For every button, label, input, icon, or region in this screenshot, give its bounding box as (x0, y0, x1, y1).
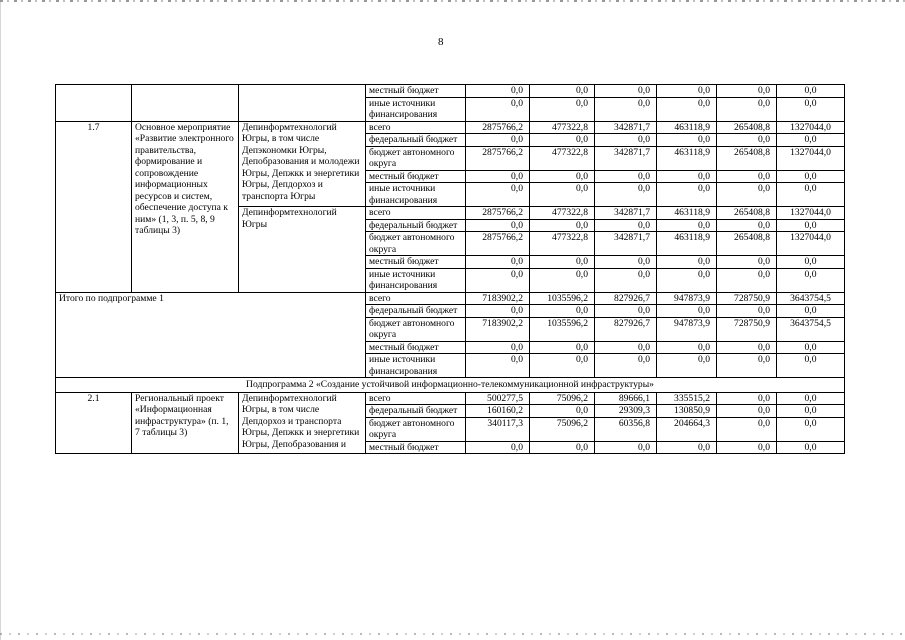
funding-value-cell: 1327044,0 (777, 146, 845, 170)
funding-value-cell: 728750,9 (717, 292, 777, 305)
funding-value-cell: 7183902,2 (466, 292, 530, 305)
funding-value-cell: 463118,9 (657, 232, 717, 256)
funding-value-cell: 0,0 (595, 354, 657, 378)
funding-value-cell: 0,0 (777, 256, 845, 269)
funding-value-cell: 0,0 (777, 134, 845, 147)
funding-value-cell: 500277,5 (466, 392, 530, 405)
funding-value-cell: 0,0 (530, 183, 595, 207)
funding-source-label: бюджет автономного округа (366, 417, 466, 441)
funding-value-cell: 340117,3 (466, 417, 530, 441)
funding-value-cell: 0,0 (777, 219, 845, 232)
funding-value-cell: 342871,7 (595, 232, 657, 256)
funding-value-cell: 342871,7 (595, 146, 657, 170)
funding-source-label: федеральный бюджет (366, 305, 466, 318)
funding-value-cell: 204664,3 (657, 417, 717, 441)
funding-value-cell: 0,0 (717, 405, 777, 418)
funding-value-cell: 2875766,2 (466, 146, 530, 170)
funding-value-cell: 0,0 (657, 183, 717, 207)
item-name-cell-empty (132, 85, 239, 122)
table-row (56, 392, 845, 405)
funding-value-cell: 463118,9 (657, 121, 717, 134)
funding-source-label: местный бюджет (366, 441, 466, 454)
funding-value-cell: 0,0 (466, 268, 530, 292)
funding-source-label: всего (366, 121, 466, 134)
funding-value-cell: 29309,3 (595, 405, 657, 418)
funding-value-cell: 0,0 (717, 305, 777, 318)
funding-value-cell: 0,0 (466, 134, 530, 147)
funding-value-cell: 947873,9 (657, 317, 717, 341)
funding-value-cell: 0,0 (530, 219, 595, 232)
funding-value-cell: 0,0 (717, 354, 777, 378)
funding-value-cell: 0,0 (777, 170, 845, 183)
funding-value-cell: 0,0 (717, 392, 777, 405)
funding-source-label: иные источники финансирования (366, 268, 466, 292)
funding-source-label: иные источники финансирования (366, 354, 466, 378)
funding-value-cell: 0,0 (595, 183, 657, 207)
funding-value-cell: 265408,8 (717, 232, 777, 256)
funding-value-cell: 3643754,5 (777, 317, 845, 341)
funding-source-label: федеральный бюджет (366, 405, 466, 418)
funding-value-cell: 0,0 (717, 97, 777, 121)
funding-value-cell: 947873,9 (657, 292, 717, 305)
scan-artifact-top (0, 0, 905, 2)
funding-value-cell: 335515,2 (657, 392, 717, 405)
funding-value-cell: 0,0 (777, 85, 845, 98)
funding-value-cell: 60356,8 (595, 417, 657, 441)
funding-value-cell: 342871,7 (595, 207, 657, 220)
scan-artifact-bottom (0, 633, 905, 635)
funding-value-cell: 0,0 (657, 256, 717, 269)
funding-value-cell: 463118,9 (657, 207, 717, 220)
funding-value-cell: 0,0 (466, 85, 530, 98)
funding-source-label: местный бюджет (366, 341, 466, 354)
funding-value-cell: 0,0 (595, 170, 657, 183)
funding-value-cell: 0,0 (657, 134, 717, 147)
funding-value-cell: 0,0 (777, 341, 845, 354)
funding-value-cell: 89666,1 (595, 392, 657, 405)
funding-value-cell: 0,0 (777, 392, 845, 405)
budget-table-container (55, 84, 844, 454)
funding-value-cell: 0,0 (530, 405, 595, 418)
item-number-cell-empty (56, 85, 132, 122)
funding-source-label: федеральный бюджет (366, 134, 466, 147)
page-number: 8 (438, 36, 444, 48)
funding-value-cell: 0,0 (717, 341, 777, 354)
funding-value-cell: 477322,8 (530, 232, 595, 256)
funding-source-label: федеральный бюджет (366, 219, 466, 232)
funding-value-cell: 0,0 (595, 305, 657, 318)
funding-value-cell: 0,0 (595, 219, 657, 232)
funding-value-cell: 7183902,2 (466, 317, 530, 341)
funding-value-cell: 265408,8 (717, 146, 777, 170)
funding-value-cell: 463118,9 (657, 146, 717, 170)
funding-value-cell: 0,0 (717, 85, 777, 98)
subprogram-title: Подпрограмма 2 «Создание устойчивой информационно-телекоммуникационной инфраструктуры» (56, 378, 845, 393)
funding-source-label: бюджет автономного округа (366, 317, 466, 341)
funding-value-cell: 827926,7 (595, 292, 657, 305)
funding-value-cell: 0,0 (595, 134, 657, 147)
funding-value-cell: 0,0 (717, 268, 777, 292)
funding-value-cell: 0,0 (657, 219, 717, 232)
funding-value-cell: 1035596,2 (530, 292, 595, 305)
funding-value-cell: 265408,8 (717, 207, 777, 220)
funding-value-cell: 0,0 (777, 268, 845, 292)
funding-value-cell: 0,0 (657, 354, 717, 378)
funding-value-cell: 0,0 (466, 305, 530, 318)
funding-source-label: местный бюджет (366, 170, 466, 183)
funding-value-cell: 0,0 (717, 219, 777, 232)
funding-value-cell: 0,0 (466, 341, 530, 354)
funding-value-cell: 827926,7 (595, 317, 657, 341)
funding-value-cell: 0,0 (717, 441, 777, 454)
funding-value-cell: 0,0 (657, 441, 717, 454)
funding-value-cell: 3643754,5 (777, 292, 845, 305)
funding-source-label: бюджет автономного округа (366, 146, 466, 170)
funding-source-label: бюджет автономного округа (366, 232, 466, 256)
funding-value-cell: 0,0 (530, 341, 595, 354)
funding-value-cell: 0,0 (466, 256, 530, 269)
funding-value-cell: 0,0 (530, 305, 595, 318)
funding-value-cell: 477322,8 (530, 207, 595, 220)
funding-value-cell: 0,0 (657, 305, 717, 318)
funding-value-cell: 0,0 (657, 170, 717, 183)
funding-value-cell: 0,0 (466, 170, 530, 183)
funding-value-cell: 0,0 (717, 170, 777, 183)
funding-value-cell: 0,0 (466, 183, 530, 207)
funding-value-cell: 0,0 (530, 256, 595, 269)
funding-value-cell: 160160,2 (466, 405, 530, 418)
funding-source-label: местный бюджет (366, 85, 466, 98)
table-row (56, 85, 845, 98)
scan-artifact-left (0, 0, 1, 640)
funding-value-cell: 0,0 (595, 441, 657, 454)
funding-value-cell: 1327044,0 (777, 207, 845, 220)
funding-value-cell: 0,0 (595, 256, 657, 269)
funding-value-cell: 0,0 (777, 305, 845, 318)
funding-value-cell: 0,0 (657, 268, 717, 292)
executor-cell-empty (239, 85, 366, 122)
funding-value-cell: 0,0 (595, 85, 657, 98)
funding-value-cell: 1327044,0 (777, 232, 845, 256)
funding-source-label: местный бюджет (366, 256, 466, 269)
funding-value-cell: 265408,8 (717, 121, 777, 134)
funding-value-cell: 0,0 (777, 441, 845, 454)
funding-value-cell: 0,0 (717, 183, 777, 207)
table-row (56, 378, 845, 393)
funding-value-cell: 130850,9 (657, 405, 717, 418)
funding-value-cell: 75096,2 (530, 417, 595, 441)
funding-value-cell: 728750,9 (717, 317, 777, 341)
funding-source-label: всего (366, 292, 466, 305)
item-name: Основное мероприятие «Развитие электронного правительства, формирование и сопровождение информационных ресурсов и систем, обеспечение доступа к ним» (1, 3, п. 5, 8, 9 таблицы 3) (132, 121, 239, 292)
funding-value-cell: 0,0 (777, 183, 845, 207)
funding-value-cell: 0,0 (595, 97, 657, 121)
funding-value-cell: 2875766,2 (466, 207, 530, 220)
funding-value-cell: 0,0 (530, 134, 595, 147)
table-row (56, 121, 845, 134)
executor-name: Депинформтехнологий Югры (239, 207, 366, 293)
budget-table (55, 84, 845, 454)
funding-value-cell: 0,0 (466, 441, 530, 454)
item-number: 1.7 (56, 121, 132, 292)
funding-source-label: иные источники финансирования (366, 97, 466, 121)
funding-value-cell: 0,0 (530, 268, 595, 292)
funding-value-cell: 0,0 (777, 405, 845, 418)
funding-source-label: всего (366, 392, 466, 405)
funding-value-cell: 0,0 (657, 97, 717, 121)
funding-value-cell: 0,0 (530, 85, 595, 98)
executor-name: Депинформтехнологий Югры, в том числе Депдорхоз и транспорта Югры, Депжкк и энергетики Югры, Депобразования и (239, 392, 366, 454)
funding-value-cell: 0,0 (466, 97, 530, 121)
funding-value-cell: 0,0 (717, 134, 777, 147)
funding-value-cell: 75096,2 (530, 392, 595, 405)
funding-value-cell: 0,0 (530, 170, 595, 183)
funding-value-cell: 0,0 (466, 219, 530, 232)
funding-value-cell: 1035596,2 (530, 317, 595, 341)
funding-value-cell: 2875766,2 (466, 232, 530, 256)
funding-value-cell: 0,0 (717, 256, 777, 269)
funding-value-cell: 0,0 (466, 354, 530, 378)
funding-value-cell: 0,0 (530, 354, 595, 378)
subtotal-label: Итого по подпрограмме 1 (56, 292, 366, 378)
funding-value-cell: 342871,7 (595, 121, 657, 134)
funding-value-cell: 2875766,2 (466, 121, 530, 134)
funding-value-cell: 1327044,0 (777, 121, 845, 134)
budget-table-body (56, 85, 845, 454)
funding-source-label: всего (366, 207, 466, 220)
funding-value-cell: 0,0 (530, 441, 595, 454)
funding-value-cell: 477322,8 (530, 146, 595, 170)
item-number: 2.1 (56, 392, 132, 454)
funding-value-cell: 0,0 (530, 97, 595, 121)
table-row (56, 292, 845, 305)
funding-value-cell: 0,0 (657, 85, 717, 98)
executor-name: Депинформтехнологий Югры, в том числе Депэкономки Югры, Депобразования и молодежи Югры, Депжкк и энергетики Югры, Депдорхоз и транспорта Югры (239, 121, 366, 207)
funding-value-cell: 477322,8 (530, 121, 595, 134)
funding-value-cell: 0,0 (657, 341, 717, 354)
funding-value-cell: 0,0 (777, 354, 845, 378)
funding-value-cell: 0,0 (777, 417, 845, 441)
funding-value-cell: 0,0 (717, 417, 777, 441)
funding-value-cell: 0,0 (777, 97, 845, 121)
funding-value-cell: 0,0 (595, 341, 657, 354)
funding-value-cell: 0,0 (595, 268, 657, 292)
item-name: Региональный проект «Информационная инфраструктура» (п. 1, 7 таблицы 3) (132, 392, 239, 454)
funding-source-label: иные источники финансирования (366, 183, 466, 207)
